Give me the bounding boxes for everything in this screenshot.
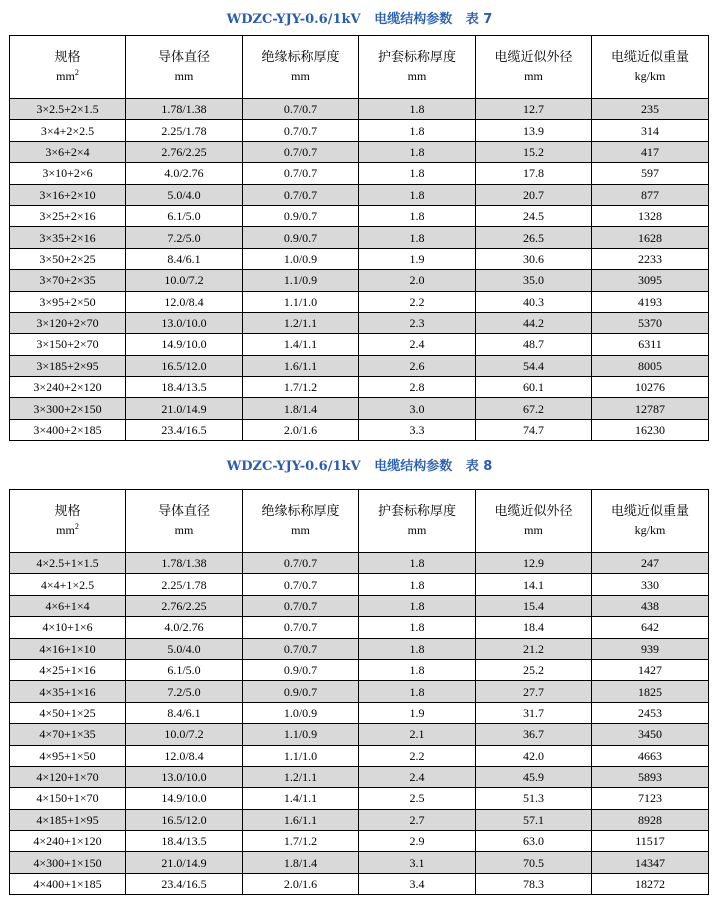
cell-outer-diameter: 27.7 [476,681,592,702]
cell-sheath-thickness: 1.8 [359,99,476,120]
table8-header-unit-text: kg/km [634,523,666,537]
table-row [10,766,709,787]
cell-outer-diameter: 12.9 [476,553,592,574]
table7-header-outer-diameter [476,36,592,99]
cell-outer-diameter: 13.9 [476,120,592,141]
cell-outer-diameter: 17.8 [476,163,592,184]
cell-sheath-thickness: 1.8 [359,120,476,141]
cell-spec: 3×4+2×2.5 [10,120,126,141]
table-row [10,724,709,745]
cell-sheath-thickness: 1.8 [359,659,476,680]
cell-sheath-thickness: 2.2 [359,745,476,766]
cell-weight: 1628 [592,227,709,248]
cell-weight: 3450 [592,724,709,745]
cell-conductor-diameter: 1.78/1.38 [126,553,243,574]
cell-weight: 11517 [592,831,709,852]
table-row [10,334,709,355]
cell-outer-diameter: 42.0 [476,745,592,766]
table8-cable-parameters [9,489,709,895]
cell-outer-diameter: 30.6 [476,248,592,269]
cell-spec: 4×2.5+1×1.5 [10,553,126,574]
cell-conductor-diameter: 14.9/10.0 [126,334,243,355]
cell-sheath-thickness: 2.2 [359,291,476,312]
table7-header-unit [10,67,125,85]
cell-outer-diameter: 15.4 [476,595,592,616]
cell-conductor-diameter: 4.0/2.76 [126,163,243,184]
cell-weight: 3095 [592,270,709,291]
cell-sheath-thickness: 1.8 [359,205,476,226]
cell-outer-diameter: 18.4 [476,617,592,638]
cell-insulation-thickness: 1.6/1.1 [243,809,359,830]
table7-header-label: 导体直径 [157,50,210,65]
table-row [10,419,709,440]
table8-header-unit [243,521,358,539]
cell-sheath-thickness: 2.0 [359,270,476,291]
cell-conductor-diameter: 12.0/8.4 [126,291,243,312]
cell-sheath-thickness: 2.8 [359,377,476,398]
cell-insulation-thickness: 0.7/0.7 [243,617,359,638]
table7-header-insulation-thickness [243,36,359,99]
cell-conductor-diameter: 2.25/1.78 [126,574,243,595]
table-row [10,553,709,574]
cell-spec: 3×300+2×150 [10,398,126,419]
cell-conductor-diameter: 21.0/14.9 [126,398,243,419]
cell-conductor-diameter: 1.78/1.38 [126,99,243,120]
table7-title-text: 电缆结构参数 [374,12,453,27]
table8-header-label: 导体直径 [157,504,210,519]
cell-spec: 3×6+2×4 [10,141,126,162]
cell-spec: 3×400+2×185 [10,419,126,440]
cell-conductor-diameter: 13.0/10.0 [126,312,243,333]
cell-outer-diameter: 51.3 [476,788,592,809]
cell-sheath-thickness: 1.8 [359,184,476,205]
cell-spec: 4×4+1×2.5 [10,574,126,595]
cell-conductor-diameter: 2.76/2.25 [126,141,243,162]
cell-spec: 4×150+1×70 [10,788,126,809]
cell-weight: 4663 [592,745,709,766]
table8-header-unit-text: mm [524,523,543,537]
cell-spec: 4×95+1×50 [10,745,126,766]
table-row [10,377,709,398]
table-row [10,205,709,226]
table-row [10,681,709,702]
cell-conductor-diameter: 23.4/16.5 [126,873,243,894]
cell-conductor-diameter: 6.1/5.0 [126,659,243,680]
table8-header-label: 电缆近似重量 [610,504,689,519]
cell-insulation-thickness: 1.7/1.2 [243,831,359,852]
table-row [10,873,709,894]
cell-outer-diameter: 31.7 [476,702,592,723]
cell-conductor-diameter: 8.4/6.1 [126,248,243,269]
cell-insulation-thickness: 0.7/0.7 [243,595,359,616]
cell-weight: 12787 [592,398,709,419]
cell-spec: 3×25+2×16 [10,205,126,226]
table7-header-unit-text: mm [407,69,427,83]
table7-header-unit [243,67,358,85]
table7-header-label: 电缆近似重量 [610,50,689,65]
cell-sheath-thickness: 1.8 [359,681,476,702]
cell-insulation-thickness: 1.4/1.1 [243,334,359,355]
cell-insulation-thickness: 1.4/1.1 [243,788,359,809]
table8-header-label: 电缆近似外径 [494,504,573,519]
table-row [10,141,709,162]
cell-weight: 4193 [592,291,709,312]
cell-conductor-diameter: 5.0/4.0 [126,638,243,659]
cell-sheath-thickness: 1.9 [359,248,476,269]
table7-title-model: WDZC-YJY-0.6/1kV [226,12,361,27]
cell-spec: 3×240+2×120 [10,377,126,398]
cell-sheath-thickness: 2.7 [359,809,476,830]
cell-sheath-thickness: 1.8 [359,141,476,162]
table8-header-unit [126,521,242,539]
table8-header-unit [10,521,125,539]
table8-header-label: 绝缘标称厚度 [261,504,340,519]
table-row [10,312,709,333]
cell-outer-diameter: 36.7 [476,724,592,745]
cell-insulation-thickness: 1.8/1.4 [243,398,359,419]
cell-outer-diameter: 25.2 [476,659,592,680]
cell-weight: 330 [592,574,709,595]
table7-header-unit [126,67,242,85]
table8-header-unit [476,521,591,539]
cell-outer-diameter: 14.1 [476,574,592,595]
cell-outer-diameter: 67.2 [476,398,592,419]
table8-header-outer-diameter [476,490,592,553]
cell-insulation-thickness: 0.9/0.7 [243,659,359,680]
cell-weight: 5893 [592,766,709,787]
table-row [10,163,709,184]
cell-sheath-thickness: 1.8 [359,163,476,184]
cell-insulation-thickness: 1.2/1.1 [243,312,359,333]
cell-outer-diameter: 70.5 [476,852,592,873]
cell-sheath-thickness: 1.8 [359,638,476,659]
cell-weight: 314 [592,120,709,141]
cell-weight: 18272 [592,873,709,894]
table8-header-unit-text: mm [56,523,75,537]
cell-weight: 1328 [592,205,709,226]
cell-outer-diameter: 40.3 [476,291,592,312]
cell-insulation-thickness: 0.9/0.7 [243,205,359,226]
cell-conductor-diameter: 4.0/2.76 [126,617,243,638]
table7-header-conductor-diameter [126,36,243,99]
table-row [10,184,709,205]
cell-spec: 4×185+1×95 [10,809,126,830]
cell-sheath-thickness: 3.0 [359,398,476,419]
table8-header-unit-text: mm [291,523,310,537]
table-row [10,809,709,830]
cell-insulation-thickness: 1.0/0.9 [243,248,359,269]
cell-weight: 877 [592,184,709,205]
cell-spec: 4×120+1×70 [10,766,126,787]
cell-outer-diameter: 48.7 [476,334,592,355]
table8-header-unit [359,521,475,539]
table-row [10,788,709,809]
cell-insulation-thickness: 1.6/1.1 [243,355,359,376]
table8-header-insulation-thickness [243,490,359,553]
cell-spec: 3×2.5+2×1.5 [10,99,126,120]
cell-weight: 16230 [592,419,709,440]
cell-sheath-thickness: 3.4 [359,873,476,894]
cell-conductor-diameter: 16.5/12.0 [126,355,243,376]
table7-title-number: 表 7 [465,12,493,27]
cell-insulation-thickness: 1.1/1.0 [243,291,359,312]
cell-outer-diameter: 44.2 [476,312,592,333]
cell-outer-diameter: 57.1 [476,809,592,830]
table7-header-unit-text: mm [174,69,194,83]
cell-insulation-thickness: 2.0/1.6 [243,419,359,440]
table8-header-sheath-thickness [359,490,476,553]
cell-sheath-thickness: 2.1 [359,724,476,745]
table7-cable-parameters [9,35,709,441]
cell-insulation-thickness: 0.7/0.7 [243,638,359,659]
cell-spec: 4×240+1×120 [10,831,126,852]
table7-header-label: 绝缘标称厚度 [261,50,340,65]
cell-weight: 8005 [592,355,709,376]
cell-spec: 3×35+2×16 [10,227,126,248]
table7-header-unit-text: mm [56,69,75,83]
cell-insulation-thickness: 0.7/0.7 [243,120,359,141]
cell-sheath-thickness: 1.9 [359,702,476,723]
cell-spec: 4×16+1×10 [10,638,126,659]
table-row [10,227,709,248]
cell-insulation-thickness: 1.1/1.0 [243,745,359,766]
cell-weight: 6311 [592,334,709,355]
cell-insulation-thickness: 1.2/1.1 [243,766,359,787]
cell-outer-diameter: 78.3 [476,873,592,894]
cell-spec: 3×150+2×70 [10,334,126,355]
cell-conductor-diameter: 21.0/14.9 [126,852,243,873]
table-row [10,617,709,638]
table-row [10,831,709,852]
table8-header-row [10,490,709,553]
table7-header-unit [476,67,591,85]
cell-weight: 939 [592,638,709,659]
cell-insulation-thickness: 0.9/0.7 [243,681,359,702]
table7-header-unit-text: mm [524,69,543,83]
cell-conductor-diameter: 8.4/6.1 [126,702,243,723]
cell-weight: 14347 [592,852,709,873]
cell-outer-diameter: 21.2 [476,638,592,659]
table7-header-weight [592,36,709,99]
table7-header-label: 规格 [54,50,81,65]
cell-sheath-thickness: 2.6 [359,355,476,376]
table-row [10,248,709,269]
cell-insulation-thickness: 0.7/0.7 [243,574,359,595]
table8-header-label: 护套标称厚度 [377,504,456,519]
cell-conductor-diameter: 5.0/4.0 [126,184,243,205]
cell-insulation-thickness: 0.7/0.7 [243,163,359,184]
cell-conductor-diameter: 18.4/13.5 [126,831,243,852]
cell-sheath-thickness: 2.3 [359,312,476,333]
table-row [10,291,709,312]
cell-sheath-thickness: 2.4 [359,334,476,355]
cell-sheath-thickness: 1.8 [359,574,476,595]
cell-weight: 247 [592,553,709,574]
cell-outer-diameter: 45.9 [476,766,592,787]
cell-conductor-diameter: 12.0/8.4 [126,745,243,766]
cell-insulation-thickness: 0.7/0.7 [243,99,359,120]
table8-header-conductor-diameter [126,490,243,553]
table7-header-unit-text: mm [291,69,310,83]
cell-conductor-diameter: 23.4/16.5 [126,419,243,440]
cell-insulation-thickness: 1.0/0.9 [243,702,359,723]
cell-conductor-diameter: 13.0/10.0 [126,766,243,787]
table7-header-unit-text: kg/km [634,69,666,83]
cell-spec: 4×6+1×4 [10,595,126,616]
cell-weight: 642 [592,617,709,638]
cell-sheath-thickness: 2.9 [359,831,476,852]
cell-spec: 3×95+2×50 [10,291,126,312]
cell-spec: 3×120+2×70 [10,312,126,333]
table7-header-spec [10,36,126,99]
table7-title [0,11,719,29]
cell-conductor-diameter: 2.25/1.78 [126,120,243,141]
cell-outer-diameter: 74.7 [476,419,592,440]
table-row [10,120,709,141]
cell-conductor-diameter: 10.0/7.2 [126,270,243,291]
table-row [10,638,709,659]
table-row [10,852,709,873]
table8-header-unit-text: mm [174,523,194,537]
cell-insulation-thickness: 0.7/0.7 [243,184,359,205]
table-row [10,99,709,120]
cell-conductor-diameter: 16.5/12.0 [126,809,243,830]
table8-title-model: WDZC-YJY-0.6/1kV [226,459,361,474]
table-row [10,595,709,616]
cell-weight: 438 [592,595,709,616]
cell-insulation-thickness: 0.9/0.7 [243,227,359,248]
cell-spec: 4×10+1×6 [10,617,126,638]
cell-sheath-thickness: 1.8 [359,595,476,616]
cell-sheath-thickness: 3.1 [359,852,476,873]
cell-insulation-thickness: 0.7/0.7 [243,553,359,574]
cell-weight: 417 [592,141,709,162]
table8-body [10,553,709,895]
cell-sheath-thickness: 1.8 [359,553,476,574]
table7-header-unit [592,67,708,85]
cell-weight: 1427 [592,659,709,680]
table-row [10,270,709,291]
cell-spec: 3×185+2×95 [10,355,126,376]
cell-outer-diameter: 15.2 [476,141,592,162]
cell-weight: 2453 [592,702,709,723]
cell-spec: 4×300+1×150 [10,852,126,873]
table7-header-unit-sup: 2 [74,68,79,77]
table8-title-text: 电缆结构参数 [374,459,453,474]
cell-outer-diameter: 24.5 [476,205,592,226]
cell-weight: 597 [592,163,709,184]
cell-spec: 3×10+2×6 [10,163,126,184]
cell-spec: 4×35+1×16 [10,681,126,702]
table-row [10,702,709,723]
cell-conductor-diameter: 18.4/13.5 [126,377,243,398]
cell-outer-diameter: 20.7 [476,184,592,205]
cell-sheath-thickness: 1.8 [359,227,476,248]
table-row [10,659,709,680]
table-row [10,745,709,766]
cell-conductor-diameter: 10.0/7.2 [126,724,243,745]
cell-weight: 8928 [592,809,709,830]
cell-weight: 7123 [592,788,709,809]
cell-insulation-thickness: 2.0/1.6 [243,873,359,894]
table8-header-unit [592,521,708,539]
table-row [10,574,709,595]
cell-sheath-thickness: 1.8 [359,617,476,638]
table7-header-row [10,36,709,99]
cell-spec: 4×25+1×16 [10,659,126,680]
cell-conductor-diameter: 7.2/5.0 [126,227,243,248]
cell-spec: 3×50+2×25 [10,248,126,269]
table8-header-spec [10,490,126,553]
cell-outer-diameter: 54.4 [476,355,592,376]
cell-outer-diameter: 35.0 [476,270,592,291]
table8-title [0,458,719,476]
cell-sheath-thickness: 2.4 [359,766,476,787]
cell-insulation-thickness: 1.7/1.2 [243,377,359,398]
table8-title-number: 表 8 [465,459,493,474]
cell-spec: 3×70+2×35 [10,270,126,291]
table8-header-weight [592,490,709,553]
table7-header-unit [359,67,475,85]
table7-header-label: 电缆近似外径 [494,50,573,65]
cell-spec: 4×70+1×35 [10,724,126,745]
table-row [10,398,709,419]
cell-sheath-thickness: 3.3 [359,419,476,440]
cell-outer-diameter: 26.5 [476,227,592,248]
cell-spec: 4×50+1×25 [10,702,126,723]
cell-outer-diameter: 12.7 [476,99,592,120]
cell-insulation-thickness: 1.1/0.9 [243,724,359,745]
table7-header-sheath-thickness [359,36,476,99]
cell-weight: 2233 [592,248,709,269]
table8-header-unit-sup: 2 [74,522,79,531]
cell-insulation-thickness: 1.8/1.4 [243,852,359,873]
cell-conductor-diameter: 7.2/5.0 [126,681,243,702]
cell-spec: 4×400+1×185 [10,873,126,894]
cell-outer-diameter: 60.1 [476,377,592,398]
cell-insulation-thickness: 0.7/0.7 [243,141,359,162]
cell-weight: 5370 [592,312,709,333]
cell-weight: 235 [592,99,709,120]
table7-body [10,99,709,441]
table7-header-label: 护套标称厚度 [377,50,456,65]
cell-outer-diameter: 63.0 [476,831,592,852]
cell-conductor-diameter: 2.76/2.25 [126,595,243,616]
table8-header-label: 规格 [54,504,81,519]
cell-sheath-thickness: 2.5 [359,788,476,809]
table8-header-unit-text: mm [407,523,427,537]
cell-conductor-diameter: 14.9/10.0 [126,788,243,809]
cell-weight: 10276 [592,377,709,398]
table-row [10,355,709,376]
cell-spec: 3×16+2×10 [10,184,126,205]
cell-weight: 1825 [592,681,709,702]
cell-insulation-thickness: 1.1/0.9 [243,270,359,291]
cell-conductor-diameter: 6.1/5.0 [126,205,243,226]
